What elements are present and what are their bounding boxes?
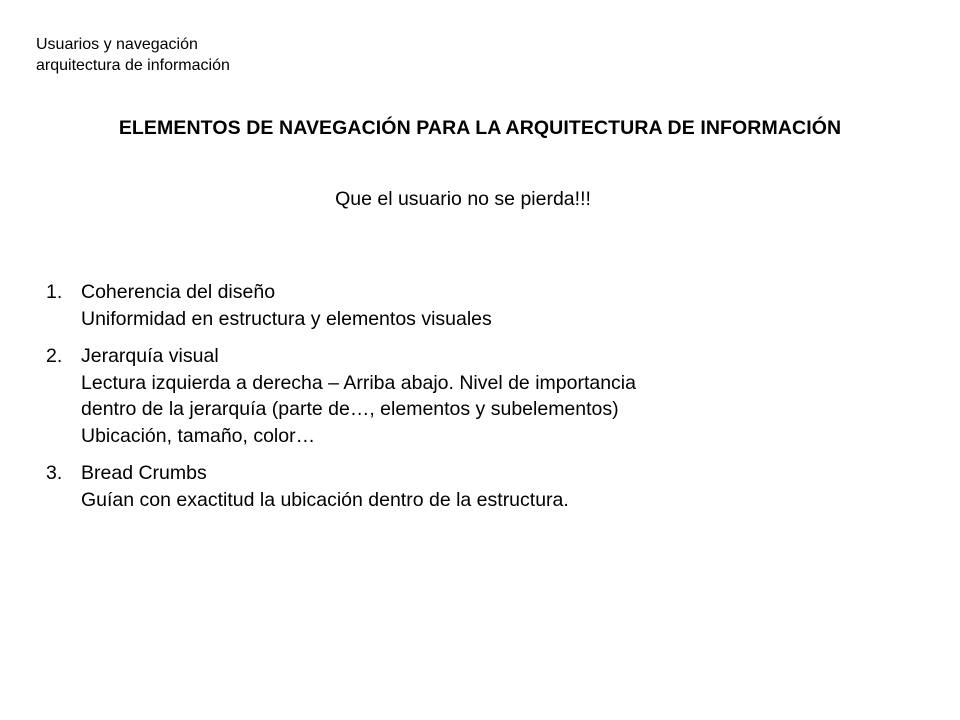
header-line-2: arquitectura de información	[36, 57, 230, 74]
list-item-line: dentro de la jerarquía (parte de…, elementos y subelementos)	[81, 398, 619, 420]
slide-header	[36, 34, 230, 76]
list-item	[46, 279, 866, 332]
list-item-heading: Coherencia del diseño	[81, 281, 276, 303]
list-item-line: Guían con exactitud la ubicación dentro de la estructura.	[81, 488, 569, 511]
list-item-line: Uniformidad en estructura y elementos visuales	[81, 307, 492, 330]
numbered-list	[46, 279, 866, 524]
list-item-number: 1.	[46, 281, 63, 303]
list-item-line: Ubicación, tamaño, color…	[81, 424, 316, 447]
list-item-number: 2.	[46, 345, 63, 367]
header-line-1: Usuarios y navegación	[36, 36, 198, 53]
list-item	[46, 343, 866, 449]
slide-title: ELEMENTOS DE NAVEGACIÓN PARA LA ARQUITECTURA DE INFORMACIÓN	[118, 117, 842, 139]
slide-subtitle: Que el usuario no se pierda!!!	[335, 188, 591, 210]
list-item-line: Lectura izquierda a derecha – Arriba abajo. Nivel de importancia	[81, 371, 636, 394]
list-item-heading: Jerarquía visual	[81, 345, 219, 367]
list-item-number: 3.	[46, 462, 63, 484]
list-item-heading: Bread Crumbs	[81, 462, 207, 484]
list-item	[46, 460, 866, 513]
